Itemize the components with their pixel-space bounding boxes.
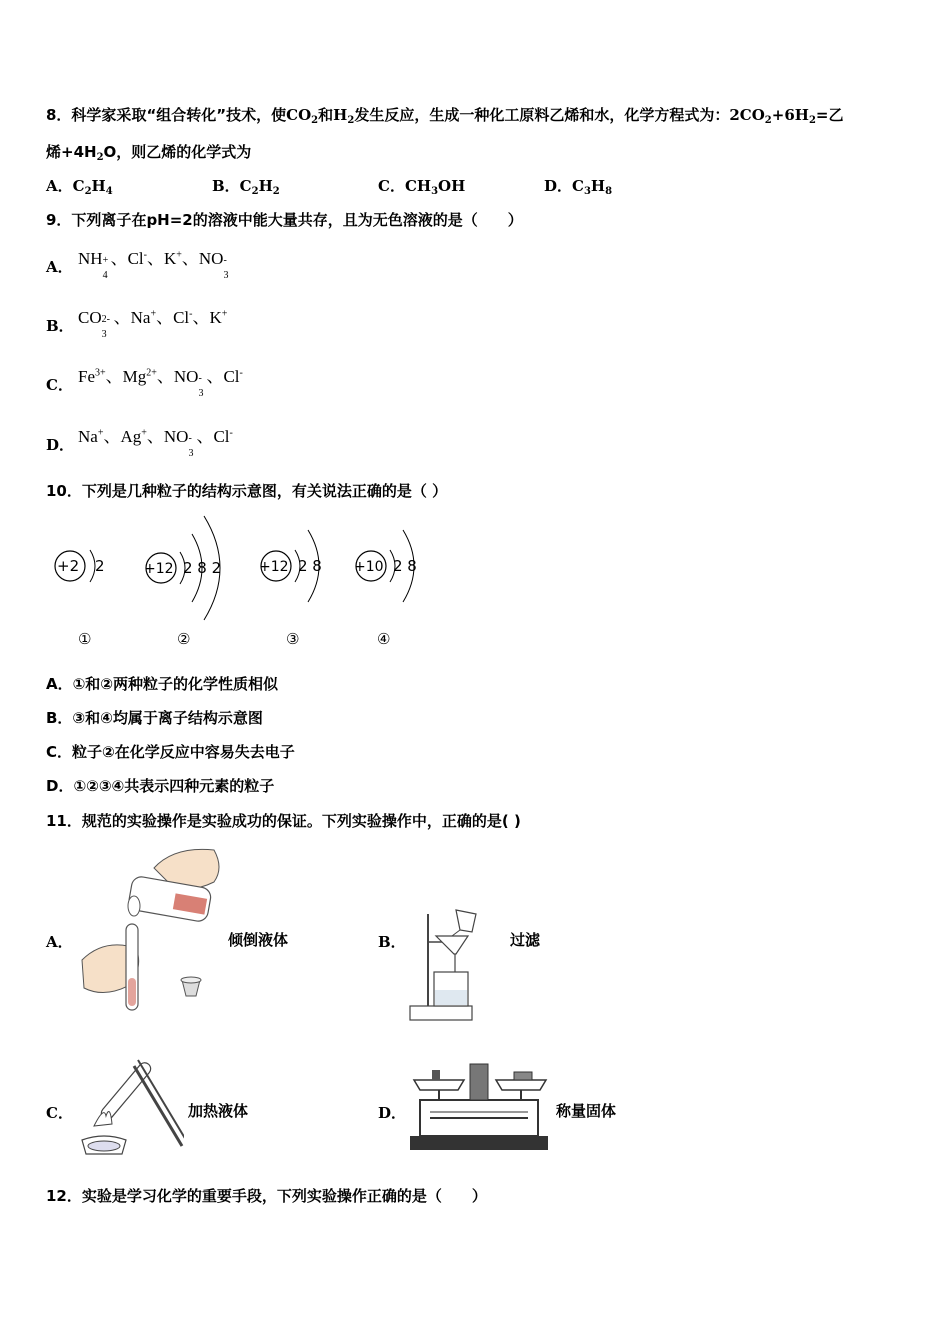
particle-4-shells: 2 8 [393, 557, 417, 575]
q8-option-a[interactable]: A．$C_2H_4$ [46, 177, 113, 197]
q11-option-c-label[interactable]: C． [46, 1104, 73, 1122]
q8-option-b[interactable]: B．$C_2H_2$ [212, 177, 280, 197]
q11-option-b-label[interactable]: B． [378, 933, 406, 951]
q9-option-a-label[interactable]: A． [46, 258, 73, 276]
q11-option-a-label[interactable]: A． [46, 933, 73, 951]
filtration-illustration [406, 906, 506, 1026]
q10-option-b[interactable]: B．③和④均属于离子结构示意图 [46, 709, 263, 727]
atom-structure-diagrams [46, 508, 446, 658]
q9-option-c-label[interactable]: C． [46, 376, 73, 394]
particle-4-diagram [354, 530, 417, 602]
heating-liquid-illustration [74, 1046, 184, 1158]
particle-4-nucleus: +10 [354, 559, 384, 575]
q8-option-d[interactable]: D．$C_3H_8$ [544, 177, 613, 197]
q11-option-d-caption: 称量固体 [556, 1102, 617, 1120]
q9-option-c-ions[interactable]: $Fe^{3+}$、$Mg^{2+}$、NO - 3 、Cl- [78, 367, 243, 399]
q9-option-b-ions[interactable]: CO 2- 3 、Na+、Cl-、K+ [78, 308, 228, 340]
particle-2-diagram [144, 516, 221, 620]
pouring-liquid-illustration [74, 838, 234, 1018]
q9-option-b-label[interactable]: B． [46, 317, 74, 335]
q11-option-b-caption: 过滤 [510, 931, 541, 949]
q9-stem: 9．下列离子在pH=2的溶液中能大量共存，且为无色溶液的是（ ） [46, 211, 523, 229]
q12-stem: 12．实验是学习化学的重要手段，下列实验操作正确的是（ ） [46, 1187, 487, 1205]
q11-stem: 11．规范的实验操作是实验成功的保证。下列实验操作中，正确的是( ) [46, 812, 521, 830]
q9-option-d-label[interactable]: D． [46, 436, 75, 454]
q8-option-c[interactable]: C．$CH_3OH$ [378, 177, 466, 197]
particle-3-diagram [259, 530, 322, 602]
q8-line2: 烯$+4H_2O$，则乙烯的化学式为 [46, 143, 252, 163]
particle-3-label: ③ [286, 630, 300, 648]
q11-option-c-caption: 加热液体 [188, 1102, 249, 1120]
particle-3-shells: 2 8 [298, 557, 322, 575]
q11-option-a-caption: 倾倒液体 [228, 931, 289, 949]
particle-2-nucleus: +12 [144, 561, 174, 577]
particle-2-shells: 2 8 2 [183, 559, 222, 577]
q10-option-a[interactable]: A．①和②两种粒子的化学性质相似 [46, 675, 279, 693]
q9-option-d-ions[interactable]: Na+、Ag+、NO - 3 、Cl- [78, 427, 233, 459]
particle-3-nucleus: +12 [259, 559, 289, 575]
q10-option-c[interactable]: C．粒子②在化学反应中容易失去电子 [46, 743, 295, 761]
particle-2-label: ② [177, 630, 191, 648]
q11-option-d-label[interactable]: D． [378, 1104, 407, 1122]
q9-option-a-ions[interactable]: NH + 4 、Cl-、K+、NO - 3 [78, 249, 229, 281]
particle-1-shells: 2 [95, 557, 105, 575]
particle-1-label: ① [78, 630, 92, 648]
q10-stem: 10．下列是几种粒子的结构示意图，有关说法正确的是（ ） [46, 482, 448, 500]
q8-line1: 8．科学家采取“组合转化”技术，使$CO_2$和$H_2$发生反应，生成一种化工原料乙烯和水，化学方程式为：$2CO_2+6H_2=$乙 [46, 106, 844, 126]
particle-4-label: ④ [377, 630, 391, 648]
balance-scale-illustration [406, 1060, 552, 1154]
particle-1-diagram [55, 550, 105, 582]
q10-option-d[interactable]: D．①②③④共表示四种元素的粒子 [46, 777, 275, 795]
particle-1-nucleus: +2 [57, 557, 80, 575]
